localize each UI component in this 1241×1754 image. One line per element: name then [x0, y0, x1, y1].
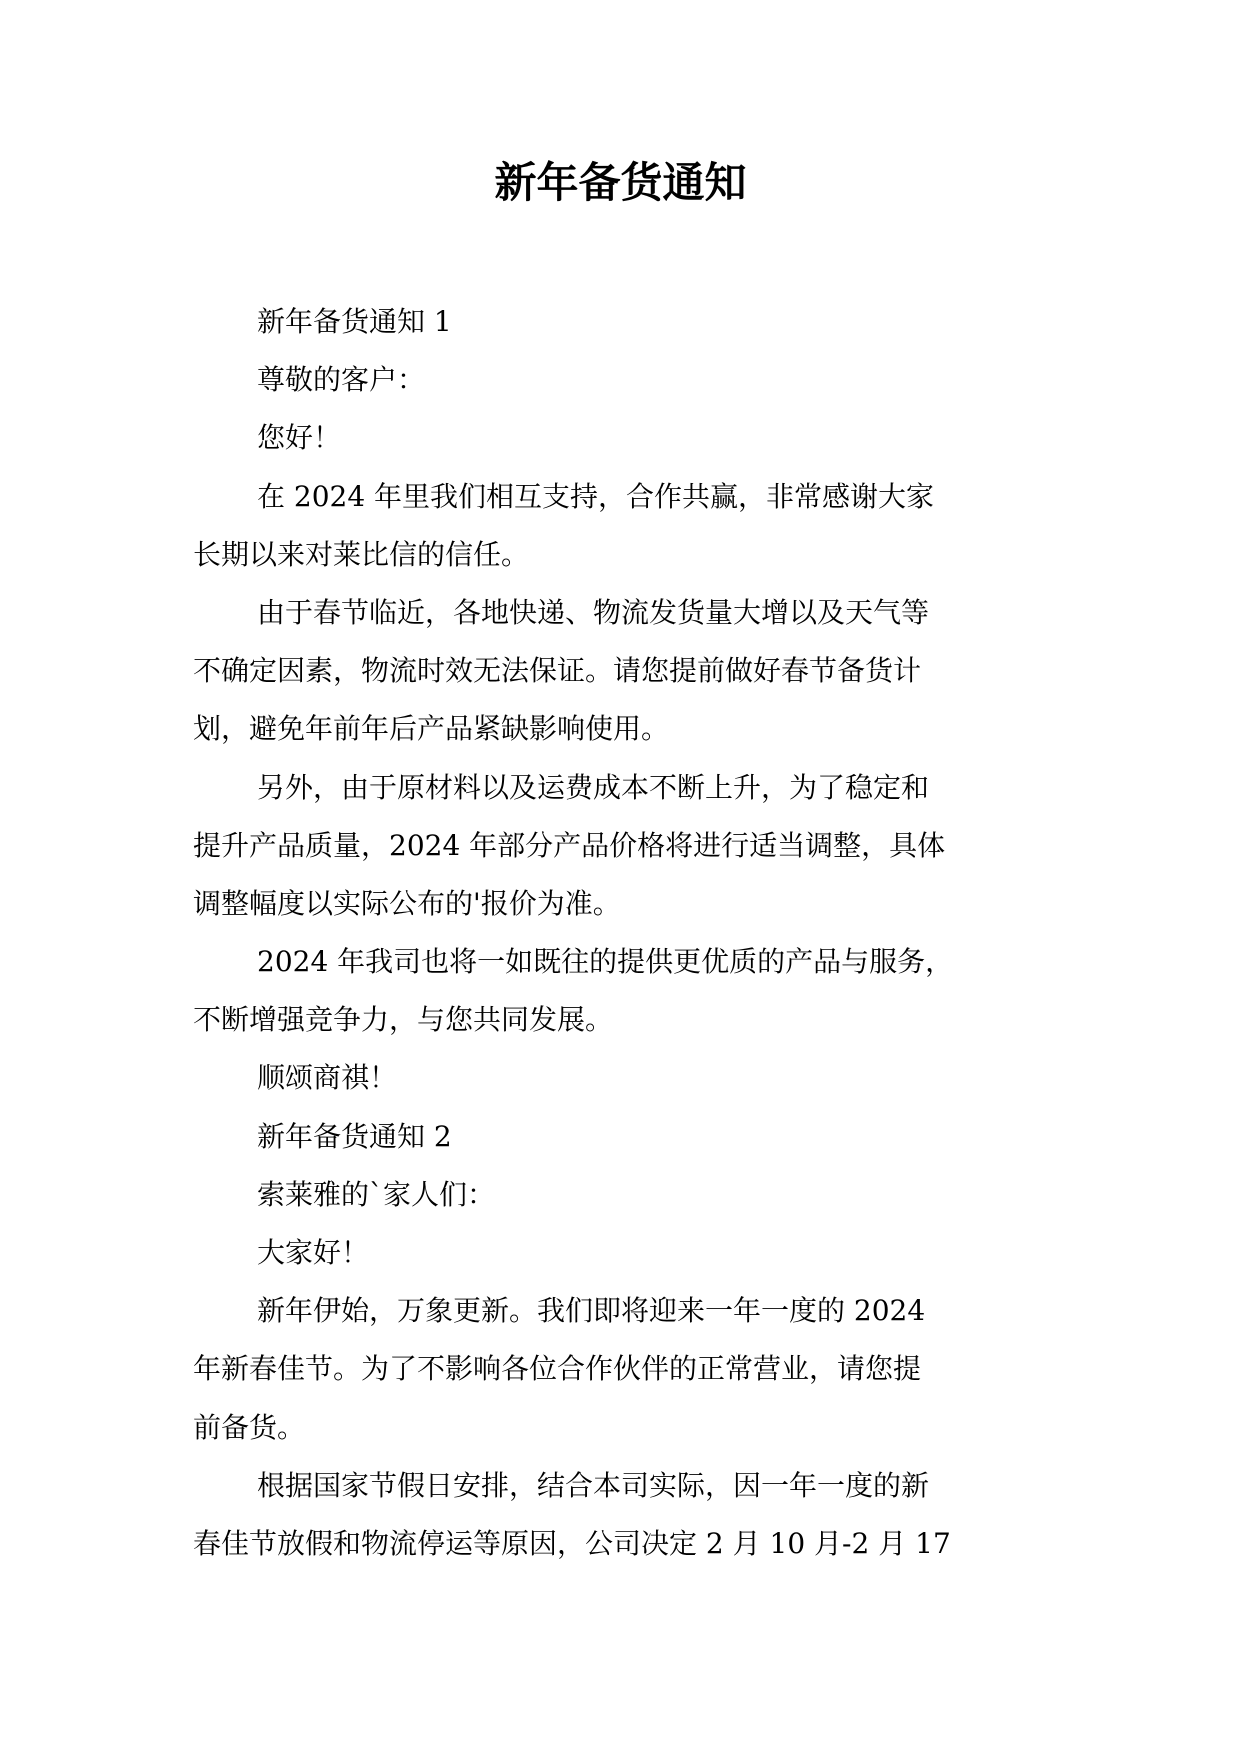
body-line: 尊敬的客户：	[257, 363, 426, 397]
body-line: 年新春佳节。为了不影响各位合作伙伴的正常营业，请您提	[193, 1352, 922, 1386]
body-line: 提升产品质量，2024 年部分产品价格将进行适当调整，具体	[193, 828, 946, 862]
body-line: 长期以来对莱比信的信任。	[193, 537, 530, 571]
body-line: 调整幅度以实际公布的'报价为准。	[193, 886, 621, 920]
body-line: 2024 年我司也将一如既往的提供更优质的产品与服务，	[257, 945, 954, 979]
body-line: 前备货。	[193, 1410, 306, 1444]
body-line: 不确定因素，物流时效无法保证。请您提前做好春节备货计	[193, 654, 922, 688]
body-line: 您好！	[257, 421, 342, 455]
document-body	[193, 293, 1073, 1573]
body-line: 春佳节放假和物流停运等原因，公司决定 2 月 10 月-2 月 17	[193, 1526, 951, 1560]
body-line: 新年备货通知 1	[257, 305, 452, 338]
body-line: 不断增强竞争力，与您共同发展。	[193, 1003, 614, 1037]
body-line: 由于春节临近，各地快递、物流发货量大增以及天气等	[257, 595, 930, 629]
body-line: 在 2024 年里我们相互支持，合作共赢，非常感谢大家	[257, 479, 935, 513]
body-line: 大家好！	[257, 1236, 370, 1269]
body-line: 划，避免年前年后产品紧缺影响使用。	[193, 712, 670, 746]
body-line: 另外，由于原材料以及运费成本不断上升，为了稳定和	[257, 770, 930, 804]
body-line: 索莱雅的`家人们：	[257, 1177, 496, 1211]
document-title: 新年备货通知	[494, 158, 747, 207]
body-line: 新年伊始，万象更新。我们即将迎来一年一度的 2024	[257, 1294, 926, 1328]
body-line: 新年备货通知 2	[257, 1119, 452, 1153]
body-line: 顺颂商祺！	[257, 1061, 398, 1095]
body-line: 根据国家节假日安排，结合本司实际，因一年一度的新	[257, 1468, 930, 1502]
